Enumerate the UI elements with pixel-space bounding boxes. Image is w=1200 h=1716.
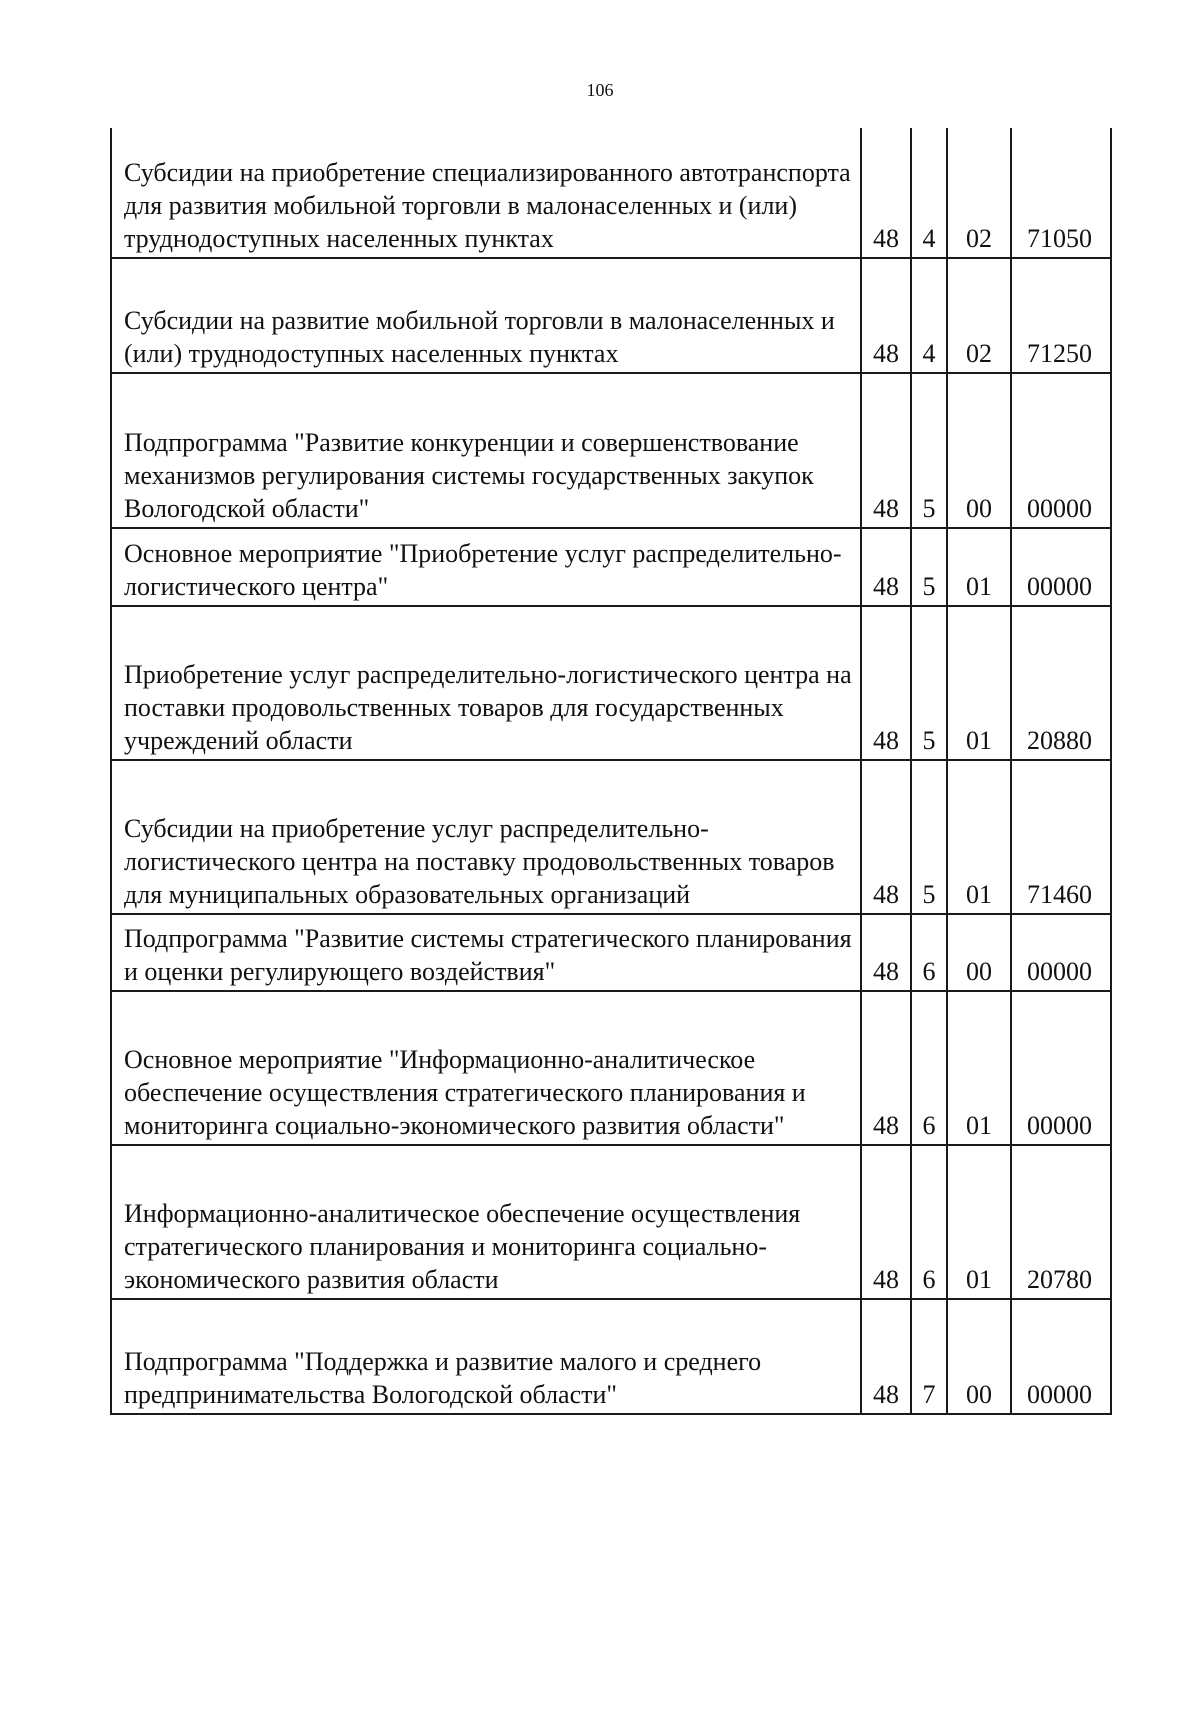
table-row [111,606,1111,760]
code-col-4: 20780 [1011,1145,1111,1299]
code-col-4: 71050 [1011,128,1111,258]
code-col-1: 48 [861,991,911,1145]
code-col-1: 48 [861,373,911,528]
code-col-4: 00000 [1011,991,1111,1145]
table-row [111,914,1111,991]
row-name: Приобретение услуг распределительно-логистического центра на поставки продовольственных товаров для государственных учреждений области [111,606,861,760]
code-col-4: 71460 [1011,760,1111,914]
row-name: Подпрограмма "Развитие конкуренции и совершенствование механизмов регулирования системы государственных закупок Вологодской области" [111,373,861,528]
row-name: Субсидии на приобретение услуг распределительно-логистического центра на поставку продовольственных товаров для муниципальных образовательных организаций [111,760,861,914]
table-row [111,760,1111,914]
code-col-4: 00000 [1011,528,1111,606]
table-row [111,258,1111,373]
row-name: Информационно-аналитическое обеспечение осуществления стратегического планирования и мониторинга социально-экономического развития области [111,1145,861,1299]
code-col-4: 00000 [1011,914,1111,991]
table-row [111,373,1111,528]
code-col-2: 4 [911,258,947,373]
code-col-3: 01 [947,991,1011,1145]
code-col-2: 6 [911,914,947,991]
code-col-2: 7 [911,1299,947,1414]
code-col-3: 02 [947,128,1011,258]
code-col-3: 01 [947,760,1011,914]
code-col-1: 48 [861,1145,911,1299]
code-col-3: 02 [947,258,1011,373]
row-name: Основное мероприятие "Информационно-аналитическое обеспечение осуществления стратегического планирования и мониторинга социально-экономического развития области" [111,991,861,1145]
code-col-2: 4 [911,128,947,258]
code-col-1: 48 [861,1299,911,1414]
budget-classification-table [110,128,1112,1415]
code-col-1: 48 [861,760,911,914]
page-number: 106 [586,80,614,100]
code-col-4: 00000 [1011,373,1111,528]
row-name: Основное мероприятие "Приобретение услуг распределительно-логистического центра" [111,528,861,606]
code-col-3: 00 [947,1299,1011,1414]
code-col-3: 01 [947,1145,1011,1299]
code-col-1: 48 [861,606,911,760]
table-row [111,991,1111,1145]
code-col-1: 48 [861,258,911,373]
row-name: Подпрограмма "Поддержка и развитие малого и среднего предпринимательства Вологодской области" [111,1299,861,1414]
code-col-1: 48 [861,914,911,991]
row-name: Субсидии на развитие мобильной торговли в малонаселенных и (или) труднодоступных населенных пунктах [111,258,861,373]
code-col-2: 5 [911,528,947,606]
code-col-1: 48 [861,128,911,258]
code-col-3: 01 [947,528,1011,606]
table-row [111,528,1111,606]
table-row [111,1145,1111,1299]
table-row [111,1299,1111,1414]
code-col-3: 01 [947,606,1011,760]
row-name: Субсидии на приобретение специализированного автотранспорта для развития мобильной торговли в малонаселенных и (или) труднодоступных населенных пунктах [111,128,861,258]
row-name: Подпрограмма "Развитие системы стратегического планирования и оценки регулирующего воздействия" [111,914,861,991]
code-col-4: 00000 [1011,1299,1111,1414]
code-col-3: 00 [947,914,1011,991]
code-col-3: 00 [947,373,1011,528]
code-col-4: 71250 [1011,258,1111,373]
code-col-2: 6 [911,991,947,1145]
code-col-1: 48 [861,528,911,606]
table-row [111,128,1111,258]
code-col-4: 20880 [1011,606,1111,760]
code-col-2: 5 [911,606,947,760]
code-col-2: 5 [911,760,947,914]
code-col-2: 5 [911,373,947,528]
code-col-2: 6 [911,1145,947,1299]
